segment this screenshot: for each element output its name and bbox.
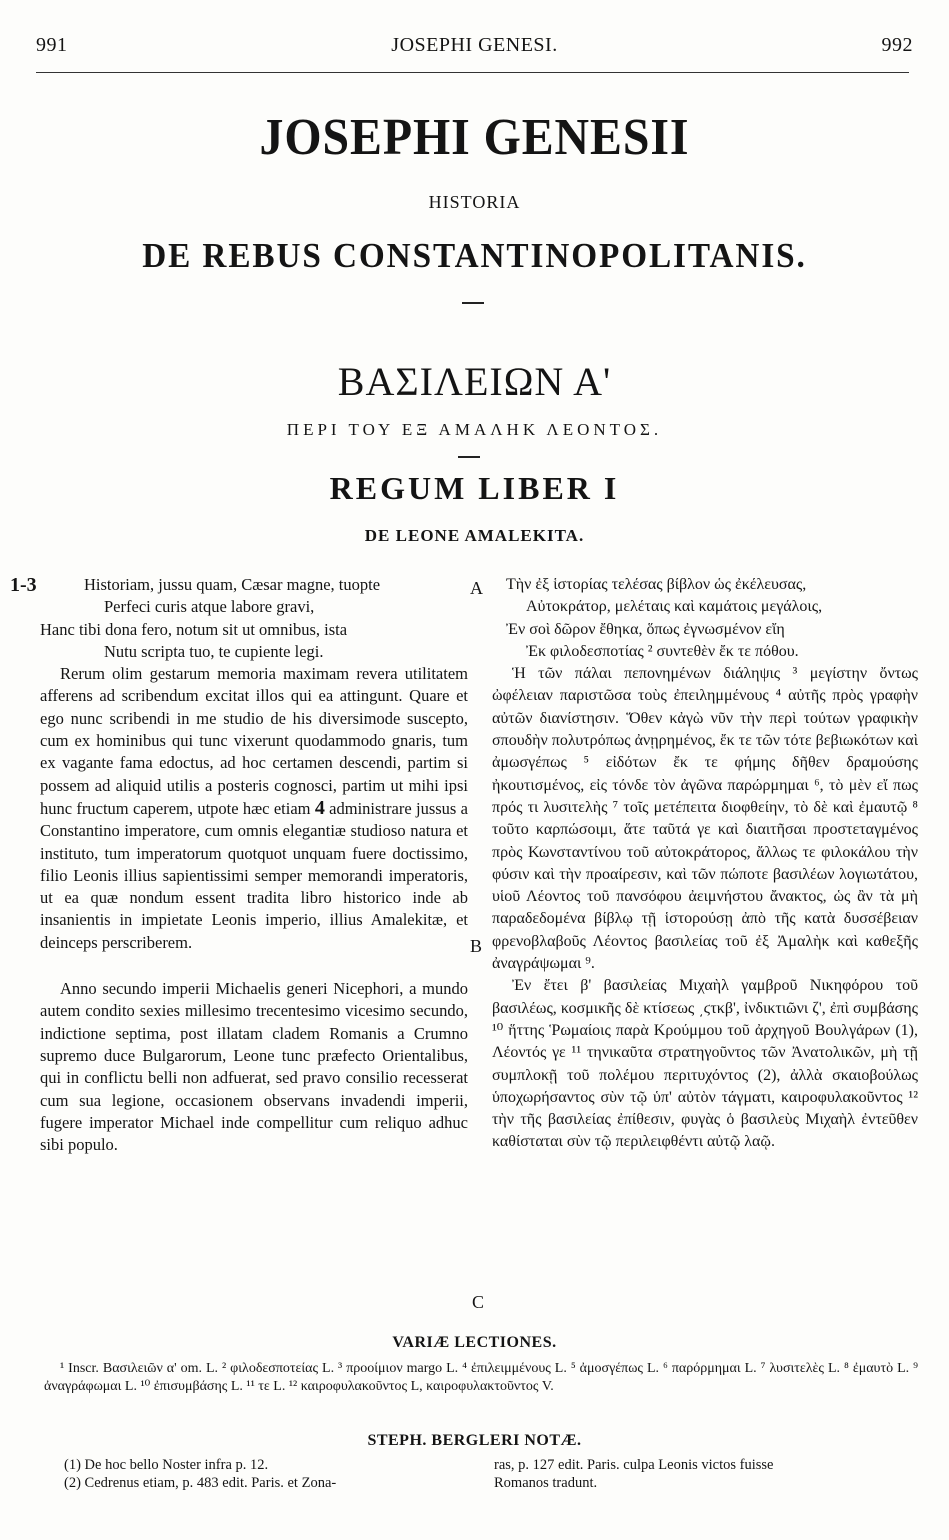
- latin-subtitle: DE LEONE AMALEKITA.: [364, 526, 585, 545]
- margin-letter-c: C: [472, 1292, 485, 1312]
- note-2-continued: ras, p. 127 edit. Paris. culpa Leonis victos fuisse: [494, 1457, 774, 1473]
- main-title: JOSEPHI GENESII: [259, 109, 690, 166]
- greek-dash: [458, 456, 480, 458]
- margin-number-4: 4: [314, 796, 325, 819]
- variae-text: ¹ Inscr. Βασιλειῶν α' om. L. ² φιλοδεσποτείας L. ³ προοίμιον margo L. ⁴ ἐπιλειμμένους L. ⁵ ἀμοσγέπως L. ⁶ παρόρμημαι L. ⁷ λυσιτελὲς L. ⁸ ἐμαυτὸ L. ⁹ ἀναγράφωμαι L. ¹⁰ ἐπισυμβάσης L. ¹¹ τε L. ¹² καιροφυλακοῦντος L, καιροφυλακτοῦντος V.: [44, 1361, 918, 1394]
- note-1: (1) De hoc bello Noster infra p. 12.: [64, 1457, 269, 1473]
- latin-verse-1: Historiam, jussu quam, Cæsar magne, tuopte: [84, 575, 381, 594]
- header-rule: [36, 72, 909, 73]
- variae-heading: VARIÆ LECTIONES.: [392, 1334, 557, 1351]
- notes-left: [64, 1456, 474, 1492]
- section-number: 1-3: [10, 574, 37, 596]
- note-2: (2) Cedrenus etiam, p. 483 edit. Paris. et Zona-: [64, 1475, 337, 1491]
- greek-paragraph-1: Ἡ τῶν πάλαι πεπονημένων διάληψις ³ μεγίστην ὄντως ὠφέλειαν παριστῶσα τοὺς ἐπειλημμένους ⁴ αὐτῆς πρὸς γραφὴν αὐτῶν διανίστησιν. Ὅθεν κἀγὼ νῦν τὴν περὶ τούτων γραφικὴν σπουδὴν πολυτρόπως ἀνῃρημένος, ἔκ τε τῶν τότε βεβιωκότων καὶ ἀμωσγέπως ⁵ εἰδότων ἔκ τε φήμης δῆθεν δραμούσης ἠκουτισμένος, εἰς τόνδε τὸν ἀγῶνα παρώρμημαι ⁶, τὸ μὲν εἴ πως πρός τι λυσιτελὴς ⁷ τοῖς μετέπειτα διοφθείην, τὸ δὲ καὶ ἐμαυτῷ ⁸ τοῦτο καρπώσοιμι, ἅτε ταῦτά γε καὶ διαιτῆσαι προστεταγμένος πρὸς Κωνσταντίνου τοῦ αὐτοκράτορος, ἄλλως τε φιλοκάλου τὴν φύσιν καὶ τὴν προαίρεσιν, καὶ τῶν πώποτε βασιλέων λογιωτάτου, υἱοῦ Λέοντος τοῦ πανσόφου ἀειμνήστου ἄνακτος, ὡς ἂν τὰ μὴ παραδεδομένα βίβλῳ τῇ ἱστορούσῃ ἀπὸ τῆς κατὰ δυσσέβειαν φρενοβλαβοῦς Λέοντος βασιλείας τοῦ ἐξ Ἀμαλὴκ καὶ καθεξῆς ἀναγράψωμαι ⁹.: [492, 665, 918, 973]
- latin-verse-3: Hanc tibi dona fero, notum sit ut omnibus, ista: [40, 619, 348, 639]
- subtitle-2: DE REBUS CONSTANTINOPOLITANIS.: [142, 236, 807, 275]
- margin-letter-a: A: [470, 578, 483, 598]
- greek-verse-1: Τὴν ἐξ ἱστορίας τελέσας βίβλον ὡς ἐκέλευσας,: [506, 576, 807, 593]
- latin-paragraph-2: Anno secundo imperii Michaelis generi Nicephori, a mundo autem condito sexies millesimo trecentesimo vicesimo secundo, indictione septima, post illatam cladem Romanis a Crumno supremo duce Bulgarorum, Leone tunc præfecto Orientalibus, qui in conflictu belli non adfuerat, sed pravo consilio recesserat cum sua legione, occasionem observans invadendi imperii, fugere imperator Michael inde compellitur cum reliquo adhuc sibi populo.: [40, 979, 468, 1155]
- greek-verse-3: Ἐν σοὶ δῶρον ἔθηκα, ὅπως ἐγνωσμένον εἴη: [506, 620, 785, 638]
- title-dash: [462, 302, 484, 304]
- greek-verse-4: Ἐκ φιλοδεσποτίας ² συντεθὲν ἔκ τε πόθου.: [526, 642, 799, 660]
- running-title: JOSEPHI GENESI.: [391, 34, 558, 56]
- running-head: [36, 34, 913, 57]
- latin-verse-4: Nutu scripta tuo, te cupiente legi.: [104, 641, 324, 661]
- greek-verse-2: Αὐτοκράτορ, μελέταις καὶ καμάτοις μεγάλοις,: [526, 598, 823, 616]
- latin-paragraph-1a: Rerum olim gestarum memoria maximam revera utilitatem afferens ad scribendum excitat illos qui ea attingunt. Quare et ego nunc scribendi in me studio de his diversimode suscepto, cum ex hominibus qui tunc vixerunt quodammodo gnaris, tum ex vagante fama edoctus, ad hoc certamen descendi, partim si possem ad aliquid utilis a posteris cognosci, partim ut mihi ipsi hunc fructum caperem, utpote hæc etiam: [40, 664, 468, 818]
- latin-verse-2: Perfeci curis atque labore gravi,: [104, 597, 315, 617]
- greek-title: ΒΑΣΙΛΕΙΩΝ Α': [337, 359, 612, 404]
- latin-column: [40, 574, 468, 1156]
- margin-letter-b: B: [470, 936, 483, 956]
- latin-paragraph-1: [40, 663, 468, 954]
- latin-title: REGUM LIBER I: [329, 470, 620, 506]
- right-page-number: 992: [881, 34, 913, 56]
- subtitle: HISTORIA: [428, 192, 521, 212]
- greek-subtitle: ΠΕΡΙ ΤΟΥ ΕΞ ΑΜΑΛΗΚ ΛΕΟΝΤΟΣ.: [286, 420, 663, 439]
- note-2-end: Romanos tradunt.: [494, 1475, 598, 1491]
- greek-column: [492, 574, 918, 1154]
- notes-right: [494, 1456, 918, 1492]
- notae-heading: STEPH. BERGLERI NOTÆ.: [367, 1432, 582, 1449]
- greek-paragraph-2: Ἐν ἔτει β' βασιλείας Μιχαὴλ γαμβροῦ Νικηφόρου τοῦ βασιλέως, κοσμικῆς δὲ κτίσεως ͵ϛτκβ', ἰνδικτιῶνι ζ', ἐπὶ συμβάσης ¹⁰ ἥττης Ῥωμαίοις παρὰ Κρούμμου τοῦ ἀρχηγοῦ Βουλγάρων (1), Λέοντός γε ¹¹ τηνικαῦτα στρατηγοῦντος τῶν Ἀνατολικῶν, μὴ τῇ συμπλοκῇ τοῦ πολέμου περιτυχόντος (2), ἀλλὰ σκαιοβούλως ὑποχωρήσαντος σὺν τῷ ὑπ' αὐτὸν τάγματι, καιροφυλακοῦντος ¹² τὴν τῆς βασιλείας ἐπίθεσιν, φυγὰς ὁ βασιλεὺς Μιχαὴλ ἐντεῦθεν καθίσταται σὺν τῷ περιλειφθέντι αὐτῷ λαῷ.: [492, 977, 918, 1151]
- latin-paragraph-1b: administrare jussus a Constantino imperatore, cum omnis elegantiæ studioso natura et instituto, tum imperatorum quotquot unquam fuere doctissimo, filio Leonis illius sapientissimi semper memorandi imperatoris, ut ea quæ nondum essent tradita libro historico inde ab insanientis in impietate Leonis imperio, illius Amalekitæ, et deinceps perscriberem.: [40, 798, 468, 952]
- left-page-number: 991: [36, 34, 68, 56]
